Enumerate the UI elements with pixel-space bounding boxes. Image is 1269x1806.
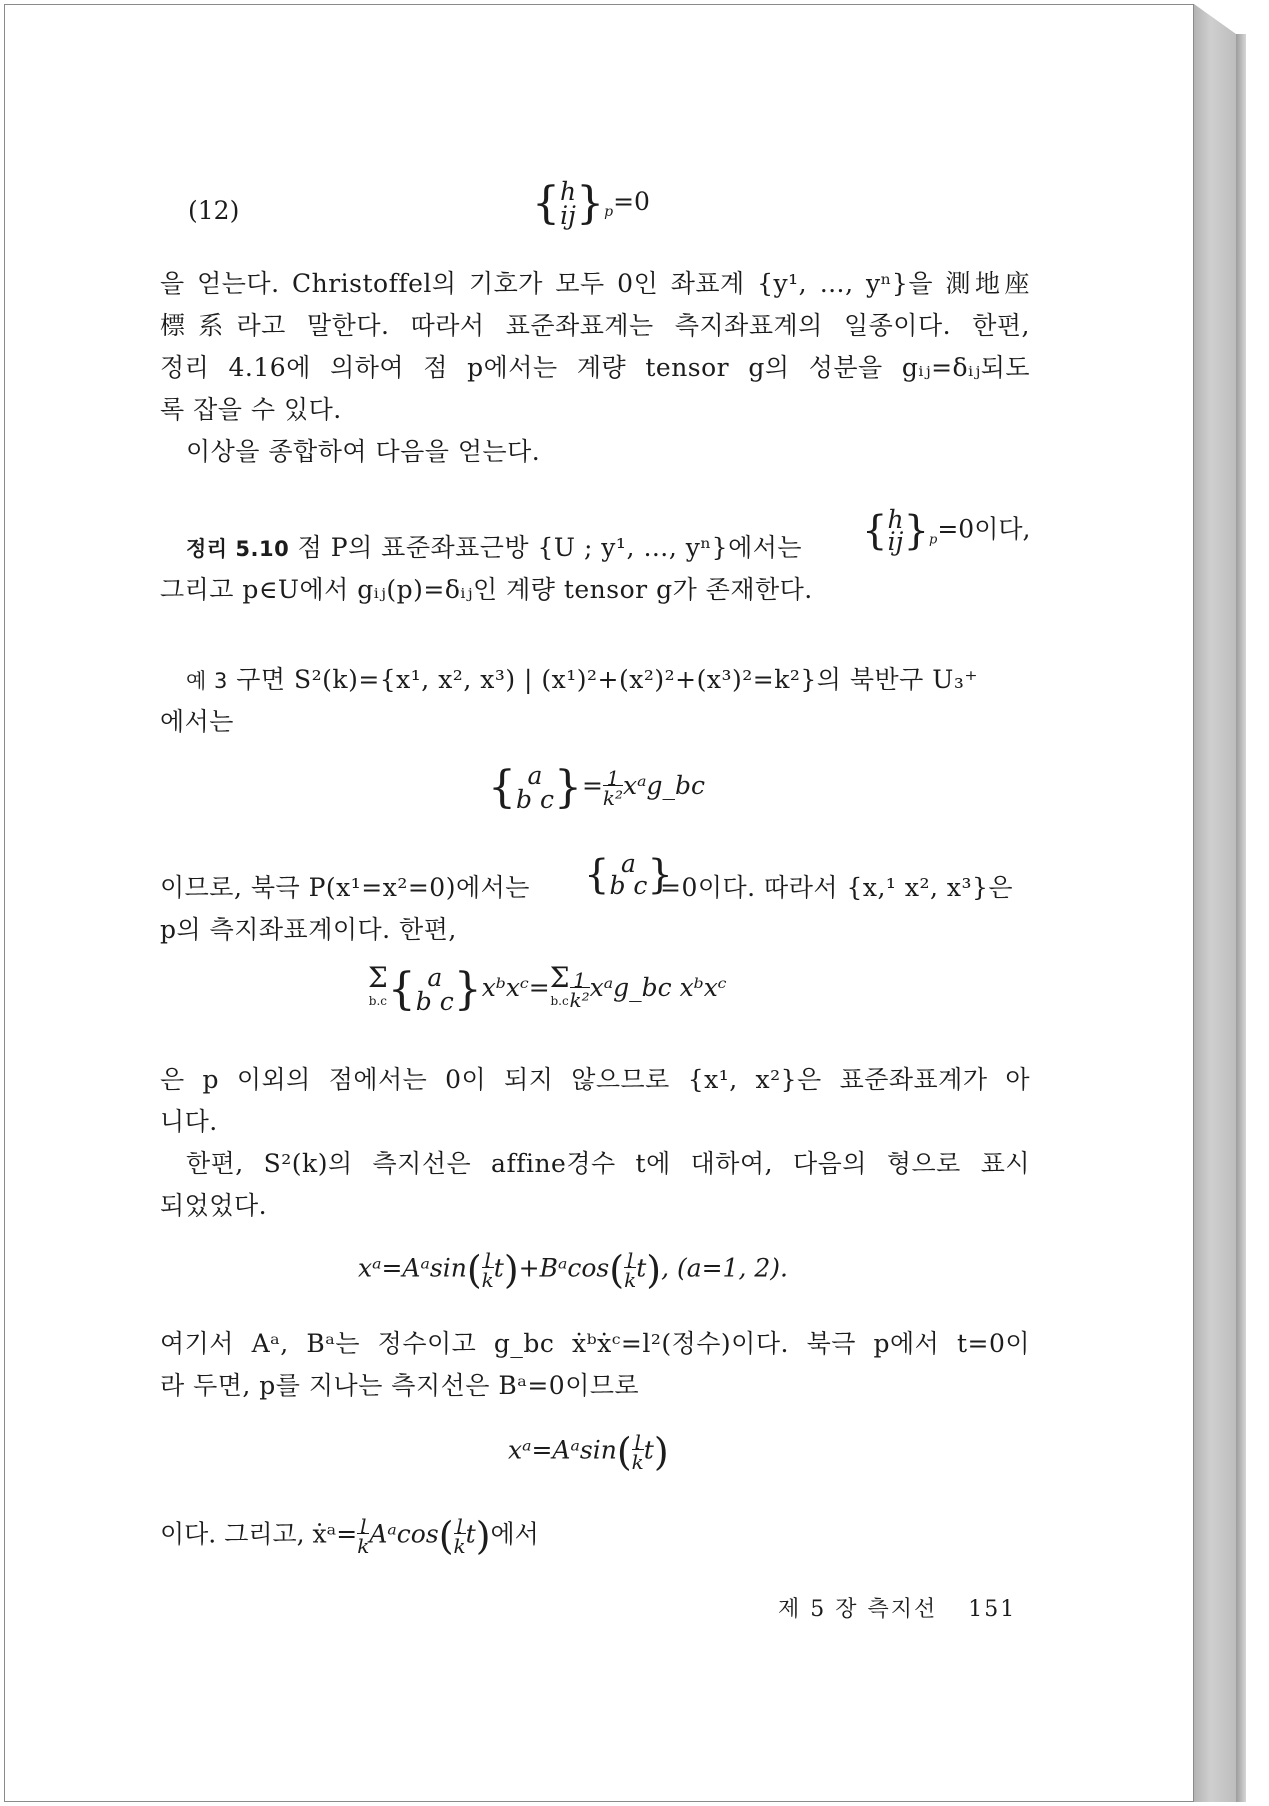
paragraph-line: 정리 4.16에 의하여 점 p에서는 계량 tensor g의 성분을 gᵢⱼ=δᵢⱼ되도 [160, 353, 1030, 382]
theorem-christoffel: {h $ij\}_p=0$이다, [862, 505, 1031, 556]
example-line: 되었었다. [160, 1191, 268, 1220]
paragraph-line: 이상을 종합하여 다음을 얻는다. [186, 437, 541, 466]
example-line: 은 p 이외의 점에서는 0이 되지 않으므로 {x¹, x²}은 표준좌표계가 아 [160, 1065, 1030, 1094]
example-line: p의 측지좌표계이다. 한편, [160, 915, 457, 944]
running-footer [778, 1592, 1016, 1623]
example-label: 예 3 [186, 669, 228, 693]
equation-number: (12) [188, 196, 240, 225]
example-line: 한편, S²(k)의 측지선은 affine경수 t에 대하여, 다음의 형으로 표시 [186, 1149, 1030, 1178]
theorem-line: 정리 5.10 점 P의 표준좌표근방 {U ; y¹, …, yⁿ}에서는 [186, 533, 803, 562]
equation-christoffel-sphere: { a b $c\}=\frac{1}{\text{k²}}xᵃg\_bc$ [488, 760, 706, 814]
theorem-label: 정리 5.10 [186, 537, 290, 561]
example-line-last: 이다. 그리고, $ẋᵃ=\frac{l}{k}Aᵃ\cos(\frac{l}{k}t)$에서 [160, 1514, 539, 1558]
example-line: =0이다. 따라서 {x,¹ x², x³}은 [660, 873, 1014, 902]
page-number: 151 [968, 1597, 1017, 1622]
chapter-title: 제 5 장 측지선 [778, 1597, 938, 1622]
equation-geodesic-north: $xᵃ=Aᵃ\sin(\frac{l}{k}t)$ [508, 1430, 669, 1474]
example-line: 라 두면, p를 지나는 측지선은 Bᵃ=0이므로 [160, 1371, 640, 1400]
paragraph-line: 록 잡을 수 있다. [160, 395, 342, 424]
example-line: 예 3 구면 S²(k)={x¹, x², x³) | (x¹)²+(x²)²+(x³)²=k²}의 북반구 U₃⁺ [186, 665, 979, 694]
example-line: 니다. [160, 1107, 218, 1136]
equation-sum: Σ b.c{ a b c}xᵇxᶜ=Σ $b.c\frac{1}{\text{k²}}xᵃg\_bc$ xᵇxᶜ [368, 961, 727, 1016]
example-line: 이므로, 북극 P(x¹=x²=0)에서는 [160, 873, 530, 902]
paragraph-line: 標系라고 말한다. 따라서 표준좌표계는 측지좌표계의 일종이다. 한편, [160, 311, 1030, 340]
theorem-line: 그리고 p∈U에서 gᵢⱼ(p)=δᵢⱼ인 계량 tensor g가 존재한다. [160, 575, 813, 604]
paragraph-line: 을 얻는다. Christoffel의 기호가 모두 0인 좌표계 {y¹, …, yⁿ}을 測地座 [160, 269, 1030, 298]
example-line: 에서는 [160, 707, 234, 736]
example-line: 여기서 Aᵃ, Bᵃ는 정수이고 g_bc ẋᵇẋᶜ=l²(정수)이다. 북극 p에서 t=0이 [160, 1329, 1030, 1358]
page-edge-shadow-back [1236, 34, 1246, 1802]
equation-12: {h $ij\}_p=0$ [532, 176, 650, 230]
equation-geodesic: $xᵃ=Aᵃ\sin(\frac{l}{k}t)+Bᵃ\cos(\frac{l}{k}t)$, (a=1, 2). [358, 1248, 788, 1292]
christoffel-inline: { a b c} [584, 849, 673, 900]
page-edge-shadow [1194, 4, 1236, 1802]
